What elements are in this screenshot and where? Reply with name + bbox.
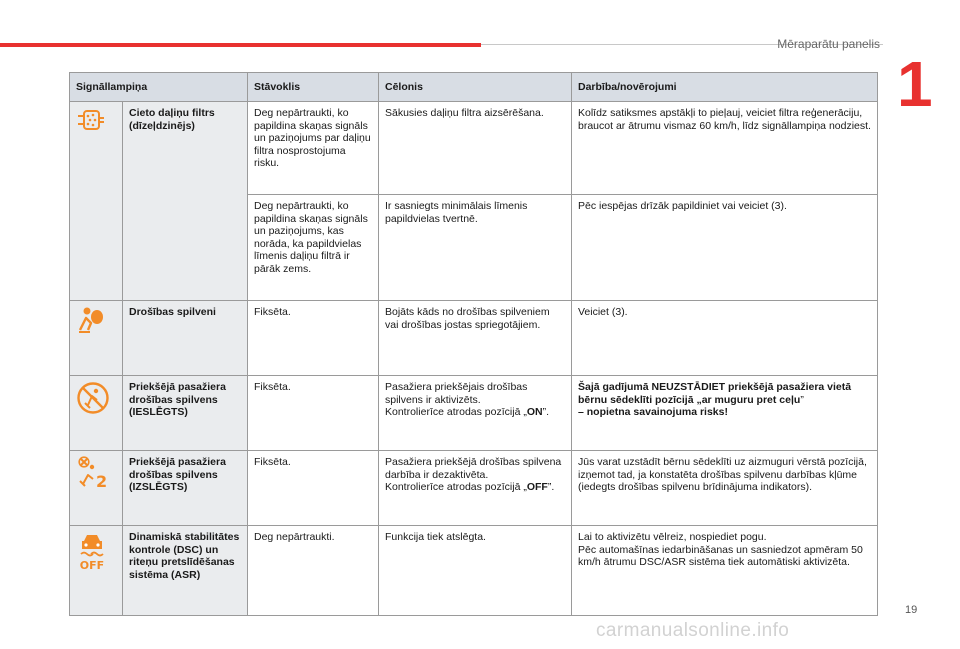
- lamp-name: Dinamiskā stabilitātes kontrole (DSC) un riteņu pretslīdēšanas sistēma (ASR): [123, 526, 248, 616]
- dsc-off-label: OFF: [79, 559, 105, 571]
- table-row: [70, 451, 878, 526]
- table-row: [70, 526, 878, 616]
- page-number: 19: [905, 604, 918, 616]
- airbag-icon: [76, 306, 106, 334]
- passenger-airbag-off-icon-cell: [70, 451, 123, 526]
- cause-cell: Sākusies daļiņu filtra aizsērēšana.: [379, 102, 572, 195]
- action-cell: Pēc iespējas drīzāk papildiniet vai veiciet (3).: [572, 195, 878, 301]
- table-row: [70, 301, 878, 376]
- state-cell: Fiksēta.: [248, 301, 379, 376]
- passenger-airbag-on-icon: [76, 381, 110, 415]
- cause-cell: Ir sasniegts minimālais līmenis papildvielas tvertnē.: [379, 195, 572, 301]
- particle-filter-icon-cell: [70, 102, 123, 301]
- cause-text: Kontrolierīce atrodas pozīcijā „: [385, 406, 527, 418]
- warning-text: – nopietna savainojuma risks!: [578, 406, 728, 418]
- dsc-asr-off-icon: [76, 531, 108, 571]
- action-cell: Veiciet (3).: [572, 301, 878, 376]
- action-cell: [572, 376, 878, 451]
- state-cell: Fiksēta.: [248, 376, 379, 451]
- state-cell: Deg nepārtraukti.: [248, 526, 379, 616]
- watermark: carmanualsonline.info: [596, 620, 790, 641]
- table-row: [70, 102, 878, 195]
- state-cell: Fiksēta.: [248, 451, 379, 526]
- chapter-number: 1: [897, 48, 933, 120]
- action-cell: Kolīdz satiksmes apstākļi to pieļauj, veiciet filtra reģenerāciju, braucot ar ātrumu vismaz 60 km/h, līdz signāllampiņa nodziest.: [572, 102, 878, 195]
- section-title: Mēraparātu panelis: [777, 37, 880, 51]
- cause-cell: [379, 376, 572, 451]
- warning-text: Šajā gadījumā NEUZSTĀDIET priekšējā pasažiera vietā bērnu sēdeklīti pozīcijā „ar muguru pret ceļu: [578, 381, 852, 406]
- cause-text: ”.: [547, 481, 555, 493]
- header-red-bar: [0, 43, 481, 47]
- lamp-name: Drošības spilveni: [123, 301, 248, 376]
- state-cell: Deg nepārtraukti, ko papildina skaņas signāls un paziņojums par daļiņu filtra nosprostojuma risku.: [248, 102, 379, 195]
- lamp-name: Priekšējā pasažiera drošības spilvens (IZSLĒGTS): [123, 451, 248, 526]
- cause-text: Pasažiera priekšējais drošības spilvens ir aktivizēts.: [385, 381, 528, 406]
- cause-text: Pasažiera priekšējā drošības spilvena darbība ir dezaktivēta.: [385, 456, 562, 481]
- cause-text: Kontrolierīce atrodas pozīcijā „: [385, 481, 527, 493]
- action-text: Pēc automašīnas iedarbināšanas un sasniedzot apmēram 50 km/h ātrumu DSC/ASR sistēma tiek automātiski aktivizēta.: [578, 543, 863, 568]
- lamp-name: Cieto daļiņu filtrs (dīzeļdzinējs): [123, 102, 248, 301]
- column-header-cause: Cēlonis: [379, 73, 572, 102]
- particle-filter-icon: [76, 107, 106, 133]
- column-header-action: Darbība/novērojumi: [572, 73, 878, 102]
- action-cell: [572, 526, 878, 616]
- svg-text:2: 2: [96, 472, 108, 488]
- switch-position-value: OFF: [526, 481, 548, 493]
- column-header-state: Stāvoklis: [248, 73, 379, 102]
- warning-lamps-table: [69, 72, 878, 616]
- airbag-icon-cell: [70, 301, 123, 376]
- table-row: [70, 376, 878, 451]
- state-cell: Deg nepārtraukti, ko papildina skaņas signāls un paziņojums, kas norāda, ka papildvielas līmenis daļiņu filtrā ir pārāk zems.: [248, 195, 379, 301]
- cause-cell: Bojāts kāds no drošības spilveniem vai drošības jostas spriegotājiem.: [379, 301, 572, 376]
- switch-position-value: ON: [526, 406, 543, 418]
- action-cell: Jūs varat uzstādīt bērnu sēdeklīti uz aizmuguri vērstā pozīcijā, izņemot tad, ja konstatēta drošības spilvenu darbības kļūme (iedegts drošības spilvenu brīdinājuma indikators).: [572, 451, 878, 526]
- passenger-airbag-on-icon-cell: [70, 376, 123, 451]
- column-header-lamp: Signāllampiņa: [70, 73, 248, 102]
- passenger-airbag-off-icon: [76, 456, 110, 488]
- table-header-row: [70, 73, 878, 102]
- action-text: Lai to aktivizētu vēlreiz, nospiediet pogu.: [578, 531, 767, 543]
- cause-text: ”.: [542, 406, 549, 418]
- cause-cell: Funkcija tiek atslēgta.: [379, 526, 572, 616]
- dsc-asr-off-icon-cell: [70, 526, 123, 616]
- lamp-name: Priekšējā pasažiera drošības spilvens (IESLĒGTS): [123, 376, 248, 451]
- warning-text: ”: [800, 393, 804, 406]
- cause-cell: [379, 451, 572, 526]
